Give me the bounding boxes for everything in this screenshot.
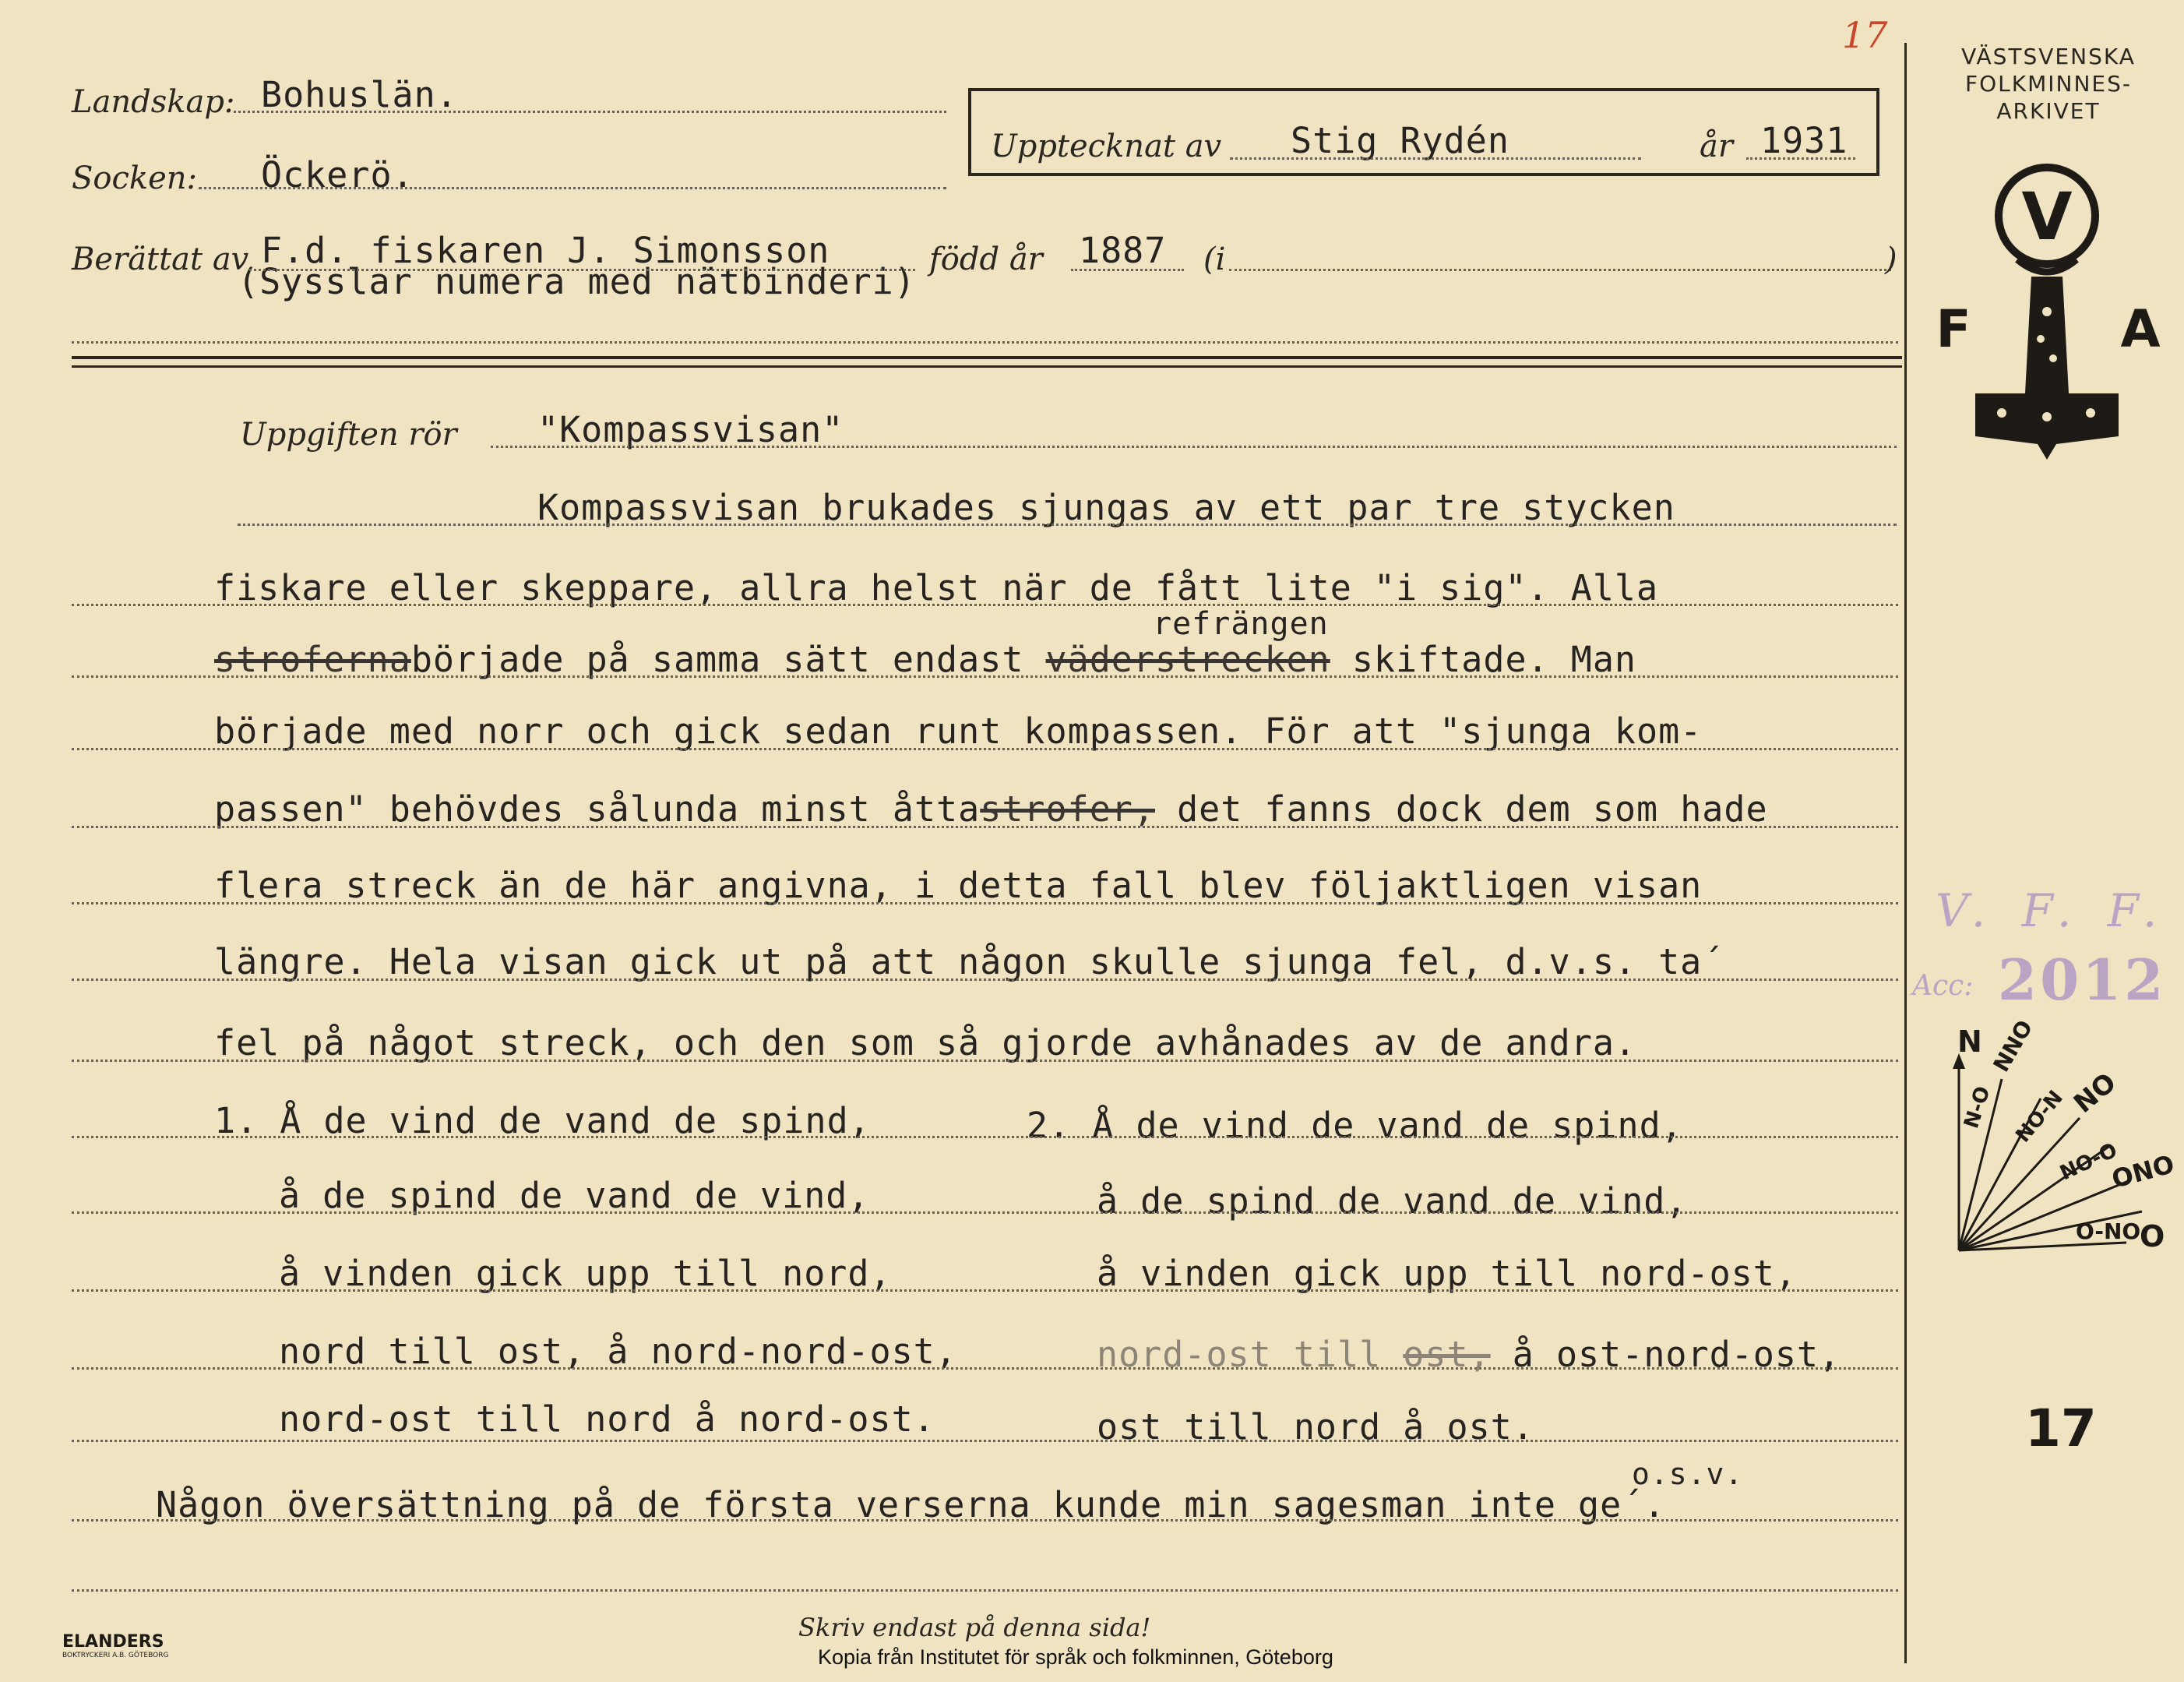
born-value: 1887 (1079, 230, 1167, 271)
body-line-1: Kompassvisan brukades sjungas av ett par tre stycken (537, 487, 1675, 528)
compass-sketch-icon (1928, 1013, 2181, 1270)
recorder-label: Upptecknat av (991, 129, 1222, 164)
verse-2-line-3: å vinden gick upp till nord-ost, (1097, 1253, 1797, 1294)
line-3-part-b: skiftade. Man (1351, 639, 1637, 680)
compass-label-no-o: NO-O (2056, 1138, 2121, 1186)
body-line-2: fiskare eller skeppare, allra helst när de fått lite "i sig". Alla (214, 567, 1659, 608)
born-label: född år (929, 242, 1043, 277)
rule-4 (72, 748, 1898, 750)
copy-note: Kopia från Institutet för språk och folkminnen, Göteborg (818, 1645, 1333, 1669)
compass-label-no: NO (2068, 1067, 2122, 1120)
archive-logo-icon (1924, 160, 2173, 467)
vff-stamp-acc-value: 2012 (1998, 947, 2167, 1013)
printer-mark (62, 1632, 168, 1659)
compass-label-n-o: N-O (1960, 1083, 1996, 1132)
verse-1-line-4: nord till ost, å nord-nord-ost, (279, 1331, 957, 1372)
birthplace-line (1229, 269, 1891, 271)
rule-11 (72, 1289, 1898, 1292)
line-3-part-a: började på samma sätt endast (410, 639, 1024, 680)
rule-9 (72, 1136, 1898, 1138)
archive-line-3: ARKIVET (1996, 98, 2101, 124)
verse-1-line-5: nord-ost till nord å nord-ost. (279, 1398, 935, 1440)
birthplace-open: (i (1203, 242, 1226, 277)
sidebar-page-number: 17 (2025, 1398, 2097, 1458)
body-line-6: flera streck än de här angivna, i detta fall blev följaktligen visan (214, 865, 1703, 906)
recorder-box (968, 88, 1879, 176)
archive-line-1: VÄSTSVENSKA (1961, 44, 2136, 69)
landskap-label: Landskap: (72, 84, 235, 120)
struck-vaderstrecken: väderstrecken (1045, 639, 1330, 680)
socken-value: Öckerö. (261, 154, 414, 196)
landskap-value: Bohuslän. (261, 74, 458, 115)
socken-line (199, 187, 946, 189)
rule-12 (72, 1367, 1898, 1370)
year-value: 1931 (1760, 120, 1848, 161)
birthplace-close: ) (1885, 242, 1897, 277)
printer-name: ELANDERS (62, 1632, 164, 1652)
rule-14 (72, 1519, 1898, 1522)
rule-15 (72, 1589, 1898, 1592)
rule-8 (72, 1060, 1898, 1062)
body-line-3-insert: refrängen (1153, 606, 1329, 642)
line-5-part-a: passen" behövdes sålunda minst åtta (214, 788, 981, 830)
year-label: år (1700, 129, 1733, 164)
printer-sub: BOKTRYCKERI A.B. GÖTEBORG (62, 1652, 169, 1659)
born-line (1071, 269, 1184, 271)
verse-2-struck-ost: ost, (1403, 1334, 1491, 1375)
compass-label-no-n: NO-N (2011, 1086, 2068, 1148)
verse-2-line-1: 2. Å de vind de vand de spind, (1027, 1105, 1683, 1146)
header-extra-line (72, 341, 1898, 344)
verse-2-line-5: ost till nord å ost. (1097, 1406, 1534, 1448)
topic-label: Uppgiften rör (240, 417, 457, 453)
recorder-line (1230, 157, 1641, 160)
logo-letter-top: V (2021, 178, 2073, 255)
header-rule-top (72, 356, 1902, 359)
topic-line (491, 446, 1897, 448)
rule-7 (72, 979, 1898, 981)
socken-label: Socken: (72, 160, 198, 196)
body-line-7: längre. Hela visan gick ut på att någon skulle sjunga fel, d.v.s. ta´ (214, 941, 1724, 982)
year-line (1746, 157, 1855, 160)
rule-5 (72, 826, 1898, 828)
archive-name (1920, 43, 2177, 125)
compass-label-o-no: O-NO (2076, 1218, 2141, 1244)
osv-note: o.s.v. (1632, 1457, 1744, 1491)
rule-2 (72, 604, 1898, 606)
rule-3 (72, 675, 1898, 678)
compass-label-o: O (2140, 1219, 2165, 1254)
compass-label-n: N (1957, 1024, 1982, 1059)
informant-value: F.d. fiskaren J. Simonsson (261, 230, 830, 271)
rule-13 (72, 1440, 1898, 1442)
vff-stamp-title: V. F. F. (1936, 884, 2168, 937)
verse-1-line-3: å vinden gick upp till nord, (279, 1253, 892, 1294)
landskap-line (234, 111, 946, 113)
rule-10 (72, 1211, 1898, 1214)
body-line-4: började med norr och gick sedan runt kompassen. För att "sjunga kom- (214, 711, 1703, 752)
struck-strofer: strofer, (980, 788, 1155, 830)
informant-line (249, 269, 915, 271)
informant-label: Berättat av (72, 242, 249, 277)
verse-1-line-2: å de spind de vand de vind, (279, 1175, 870, 1216)
page-number-marker: 17 (1842, 14, 1888, 56)
body-line-5 (214, 788, 1768, 830)
compass-label-ono: ONO (2108, 1149, 2178, 1194)
verse-2-line-4-b: å ost-nord-ost, (1512, 1334, 1841, 1375)
verse-2-line-4-a: nord-ost till (1097, 1334, 1382, 1375)
archive-line-2: FOLKMINNES- (1965, 71, 2132, 97)
rule-1 (238, 524, 1897, 526)
verse-1-line-1: 1. Å de vind de vand de spind, (214, 1100, 871, 1141)
logo-letter-right: A (2120, 299, 2161, 359)
verse-2-line-2: å de spind de vand de vind, (1097, 1180, 1688, 1222)
sidebar-divider (1904, 43, 1907, 1663)
line-5-part-b: det fanns dock dem som hade (1177, 788, 1768, 830)
topic-value: "Kompassvisan" (537, 409, 844, 450)
footer-instruction: Skriv endast på denna sida! (798, 1613, 1151, 1642)
body-line-8: fel på något streck, och den som så gjorde avhånades av de andra. (214, 1022, 1636, 1063)
vff-stamp-acc-label: Acc: (1912, 970, 1974, 1002)
closing-line: Någon översättning på de första verserna kunde min sagesman inte ge´. (156, 1484, 1666, 1525)
header-rule-bottom (72, 365, 1902, 368)
struck-stroferna: stroferna (214, 639, 411, 680)
informant-note: (Sysslar numera med nätbinderi) (238, 261, 916, 302)
body-line-3 (214, 639, 1636, 680)
compass-label-nno: NNO (1988, 1015, 2038, 1077)
logo-letter-left: F (1936, 299, 1971, 359)
rule-6 (72, 902, 1898, 904)
recorder-value: Stig Rydén (1291, 120, 1509, 161)
logo-hammer (1975, 277, 2119, 460)
